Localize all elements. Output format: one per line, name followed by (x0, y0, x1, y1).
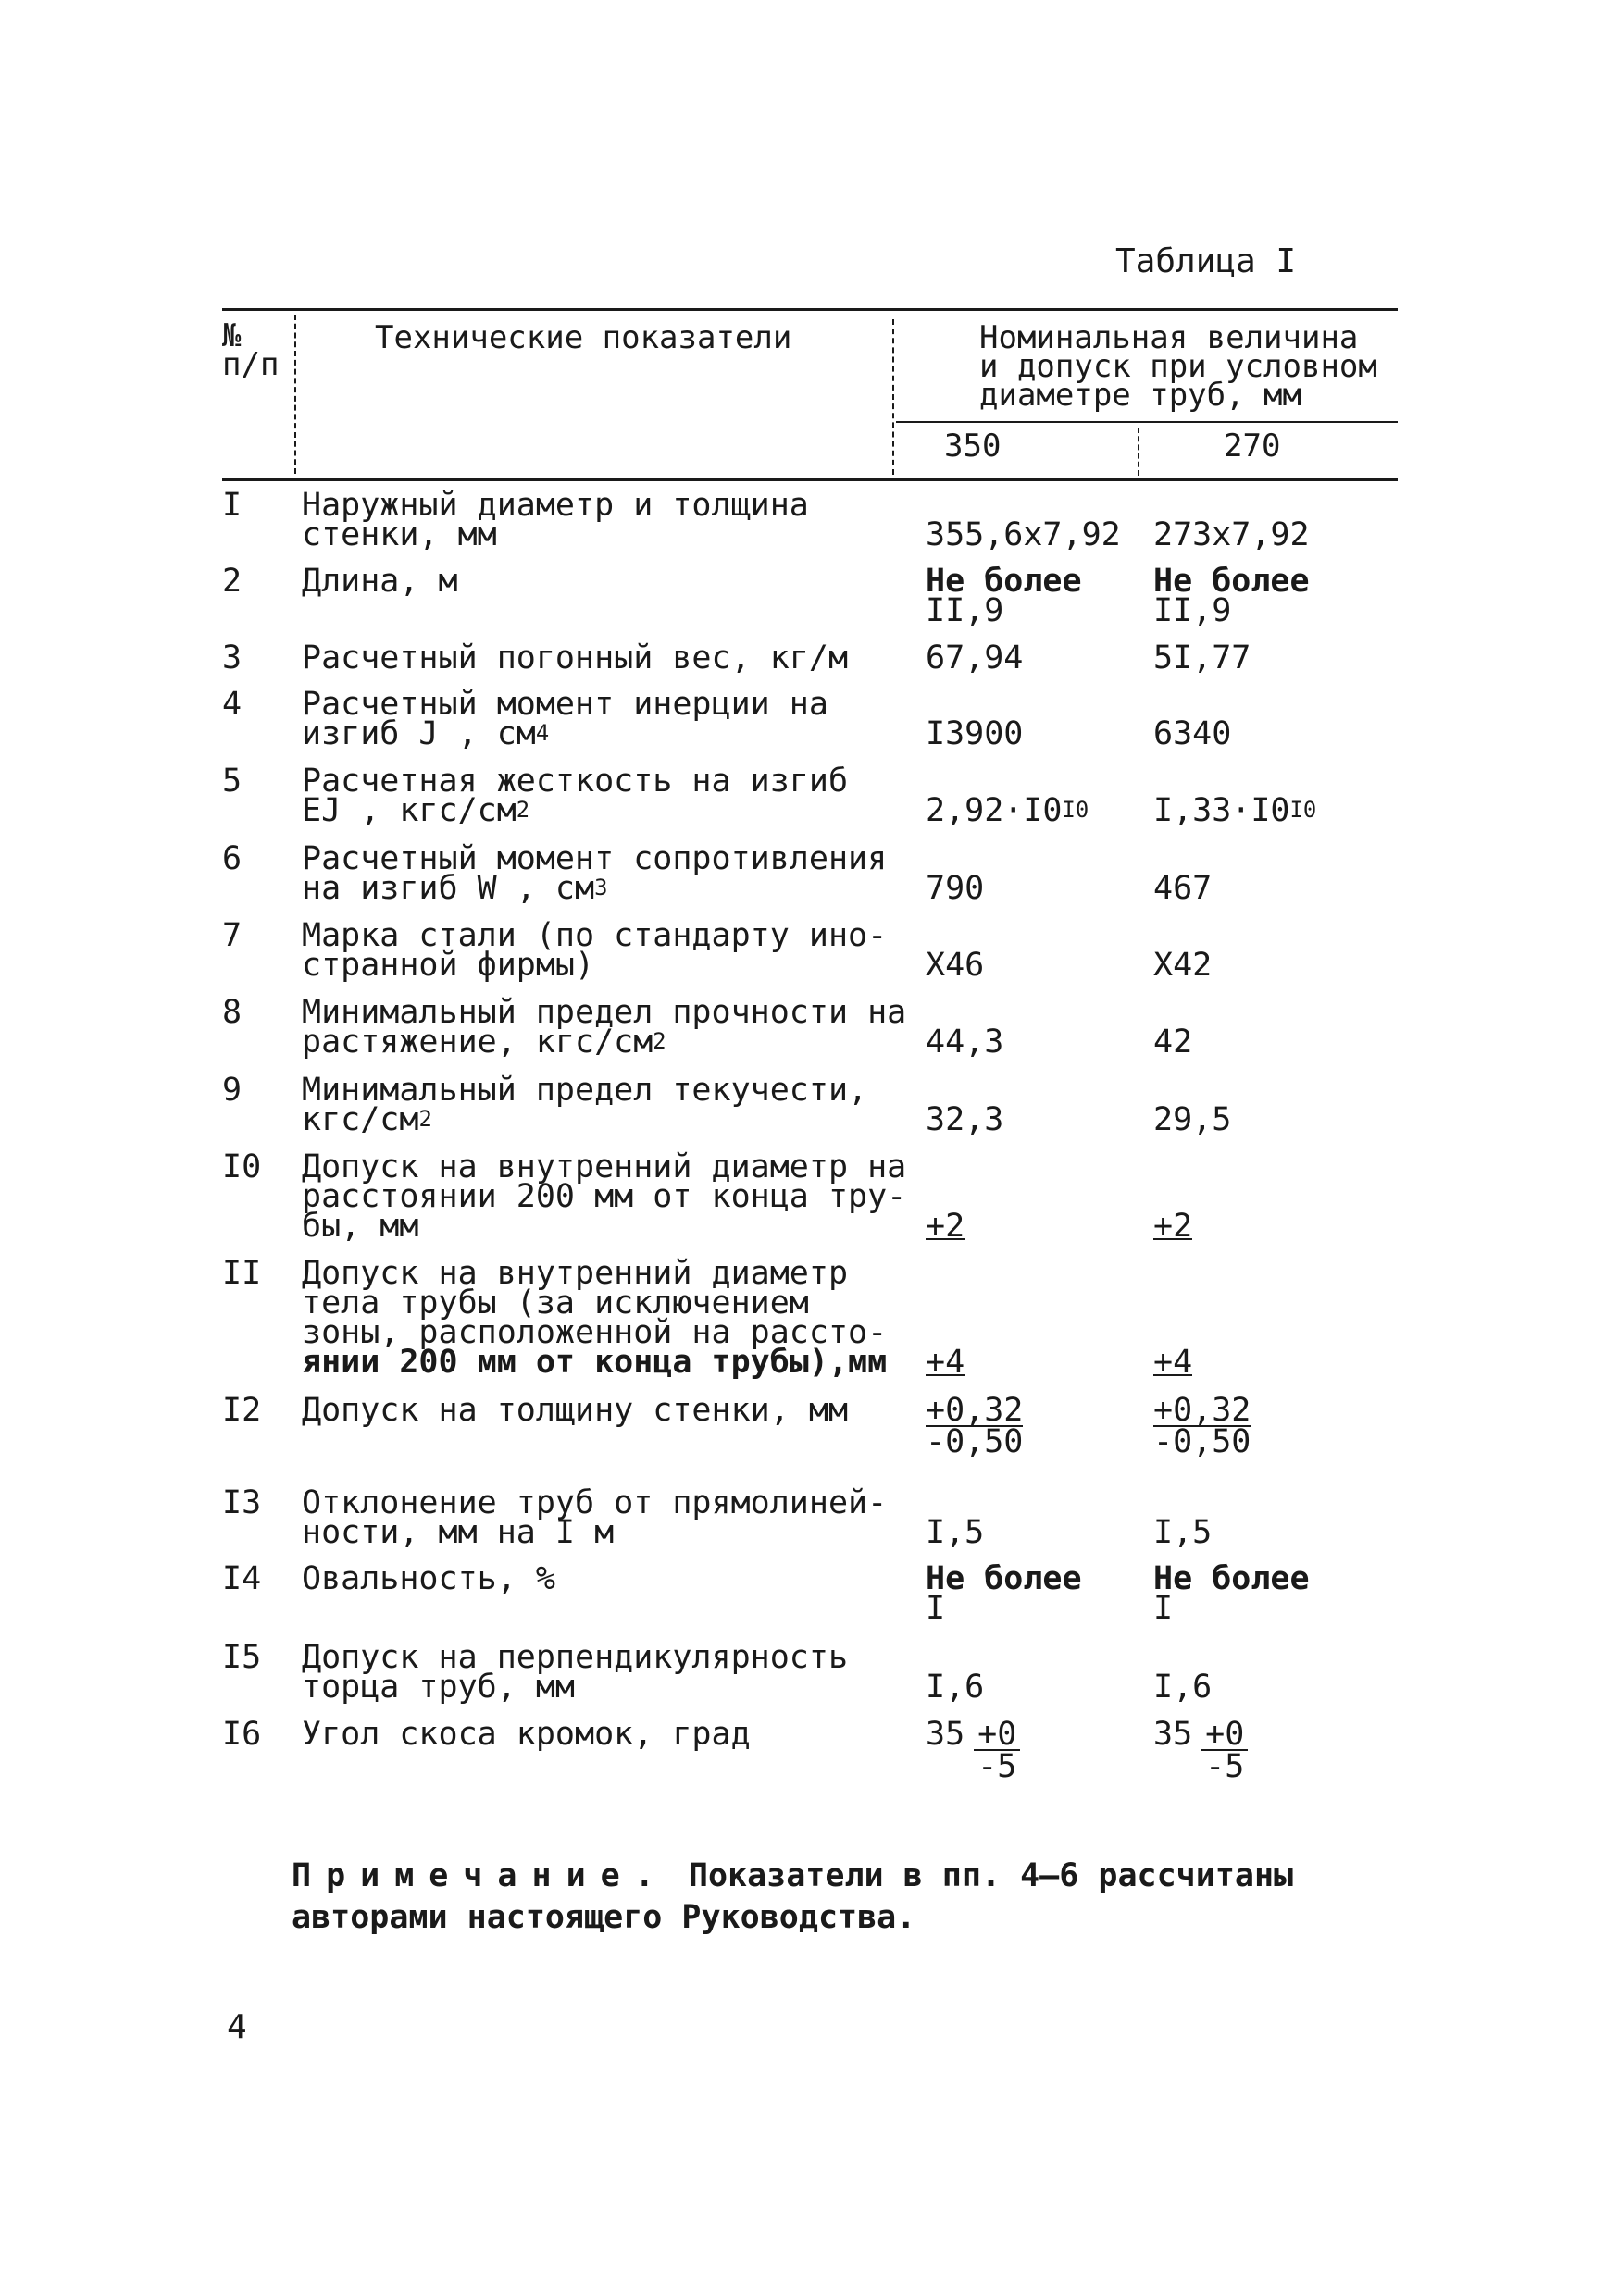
header-nominal-line-2: и допуск при условном (979, 348, 1377, 385)
value-350: Не более II,9 (926, 563, 1082, 629)
value-270: 35 $\frac{+0}{-5}$ (1153, 1719, 1248, 1782)
table-top-rule (222, 308, 1398, 311)
value-350: 35 $\frac{+0}{-5}$ (926, 1719, 1020, 1782)
value-270: 273х7,92 (1153, 516, 1310, 553)
value-350: 67,94 (926, 639, 1024, 676)
row-number: I3 (222, 1484, 262, 1521)
value-350: +4 (926, 1344, 965, 1381)
value-350: 790 (926, 870, 985, 907)
header-diameter-350: 350 (944, 428, 1002, 465)
row-number: II (222, 1255, 262, 1292)
value-270: 467 (1153, 870, 1213, 907)
value-350: 32,3 (926, 1101, 1004, 1138)
value-350: 44,3 (926, 1024, 1004, 1061)
value-350: I,5 (926, 1514, 985, 1551)
row-name: Длина, м (302, 563, 458, 600)
subheader-rule (896, 421, 1398, 423)
header-indicator: Технические показатели (375, 319, 792, 356)
row-number: I5 (222, 1639, 262, 1676)
value-270: 5I,77 (1153, 639, 1251, 676)
header-num-sign: № (222, 317, 242, 354)
row-name: Минимальный предел текучести, кгс/$см^2$ (302, 1072, 868, 1138)
value-350: Х46 (926, 947, 985, 984)
row-number: I2 (222, 1392, 262, 1429)
row-name: Отклонение труб от прямолиней- ности, мм на I м (302, 1484, 888, 1551)
row-number: 3 (222, 639, 243, 676)
value-270: $I,33\cdot I0^{I0}$ (1153, 792, 1317, 829)
row-name: Допуск на перпендикулярность торца труб, мм (302, 1639, 849, 1706)
header-num-pp: п/п (222, 346, 280, 383)
row-name: Овальность, % (302, 1560, 555, 1597)
table-note (292, 1855, 1402, 1939)
header-diameter-270: 270 (1224, 428, 1281, 465)
value-270: +0,32 -0,50 (1153, 1392, 1251, 1460)
header-nominal-line-3: диаметре труб, мм (979, 377, 1301, 414)
row-number: 6 (222, 840, 243, 877)
value-270: Х42 (1153, 947, 1213, 984)
note-text: Показатели в пп. 4–6 рассчитаны авторами настоящего Руководства. (292, 1857, 1294, 1936)
header-nominal (979, 319, 1377, 414)
row-number: I0 (222, 1148, 262, 1185)
value-270: 6340 (1153, 715, 1232, 752)
row-name: Минимальный предел прочности на растяжение, кгс/$см^2$ (302, 994, 907, 1061)
row-name: Расчетный момент сопротивления на изгиб W , $см^3$ (302, 840, 888, 907)
row-number: 7 (222, 917, 243, 954)
value-350: I,6 (926, 1669, 985, 1706)
row-number: 4 (222, 686, 243, 723)
value-270: 29,5 (1153, 1101, 1232, 1138)
value-270: I,6 (1153, 1669, 1213, 1706)
header-bottom-rule (222, 478, 1398, 481)
row-number: 5 (222, 763, 243, 800)
row-name: Допуск на внутренний диаметр тела трубы (за исключением зоны, расположенной на рассто- янии 200 мм от конца трубы),мм (302, 1255, 888, 1381)
value-350: +2 (926, 1208, 965, 1245)
row-name: Наружный диаметр и толщина стенки, мм (302, 487, 809, 553)
page-number: 4 (227, 2008, 247, 2046)
value-270: Не более I (1153, 1560, 1310, 1627)
row-number: I6 (222, 1716, 262, 1753)
row-number: 2 (222, 563, 243, 600)
row-name: Допуск на внутренний диаметр на расстоянии 200 мм от конца тру- бы, мм (302, 1148, 907, 1245)
value-270: +2 (1153, 1208, 1193, 1245)
header-nominal-line-1: Номинальная величина (979, 319, 1359, 356)
header-separator-2 (892, 319, 894, 475)
row-number: I (222, 487, 243, 524)
note-label: Примечание. (292, 1857, 669, 1894)
row-number: 9 (222, 1072, 243, 1109)
header-num (222, 317, 280, 383)
table-title: Таблица I (1115, 242, 1297, 280)
value-350: I3900 (926, 715, 1024, 752)
value-350: $2,92\cdot I0^{I0}$ (926, 792, 1089, 829)
row-name: Марка стали (по стандарту ино- странной фирмы) (302, 917, 888, 984)
row-name: Расчетный момент инерции на изгиб J , $см^4$ (302, 686, 828, 752)
header-separator-1 (294, 315, 296, 474)
value-350: Не более I (926, 1560, 1082, 1627)
value-350: 355,6х7,92 (926, 516, 1121, 553)
row-name: Расчетный погонный вес, кг/м (302, 639, 849, 676)
value-350: +0,32 -0,50 (926, 1392, 1024, 1460)
value-270: I,5 (1153, 1514, 1213, 1551)
row-number: I4 (222, 1560, 262, 1597)
header-separator-3 (1138, 428, 1139, 476)
value-270: +4 (1153, 1344, 1193, 1381)
row-name: Расчетная жесткость на изгиб EJ , кгс/$см^2$ (302, 763, 849, 829)
value-270: Не более II,9 (1153, 563, 1310, 629)
row-name: Допуск на толщину стенки, мм (302, 1392, 849, 1429)
row-name: Угол скоса кромок, град (302, 1716, 751, 1753)
value-270: 42 (1153, 1024, 1193, 1061)
row-number: 8 (222, 994, 243, 1031)
